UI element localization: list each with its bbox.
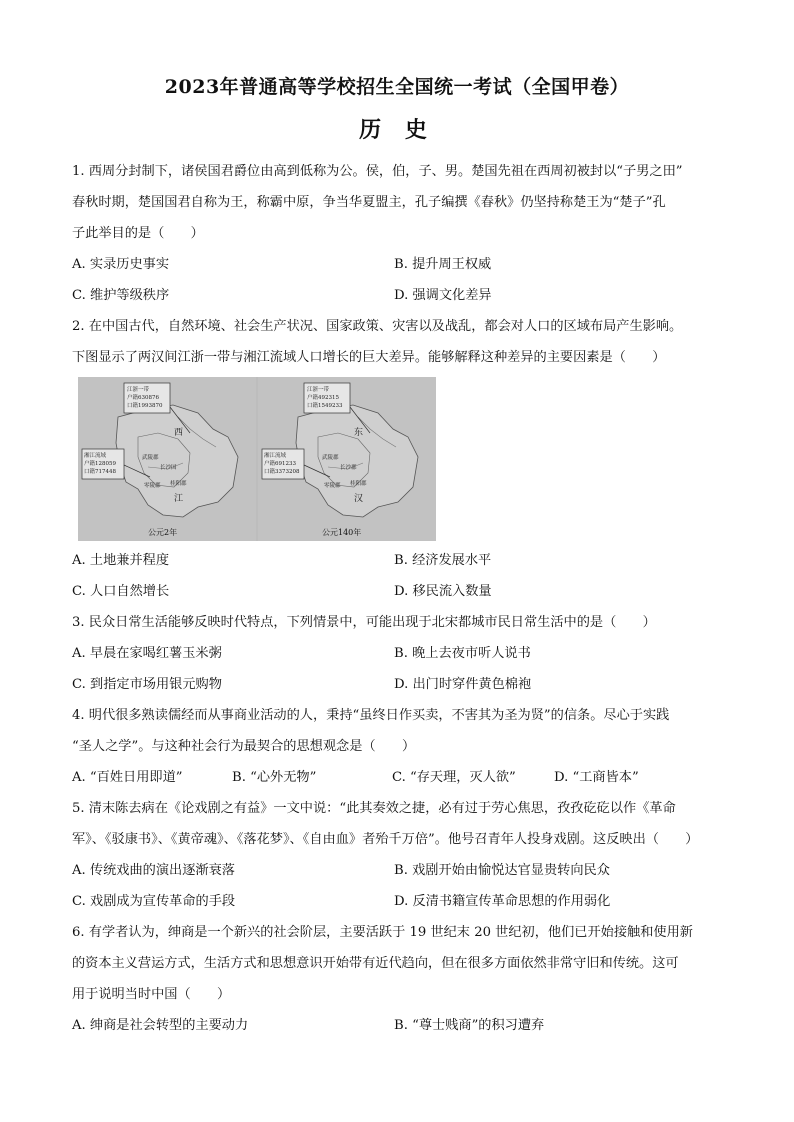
question-1 [72,156,722,311]
place-label: 零陵郡 [324,483,341,489]
option-c: C. 维护等级秩序 [72,288,170,303]
options [72,545,722,607]
box-top-line: 户籍492315 [307,395,339,401]
options [72,1010,722,1041]
box-left-line: 口籍717448 [84,469,116,475]
box-left-line: 户籍128059 [84,461,116,467]
map-caption: 公元140年 [322,528,362,537]
box-top-line: 江浙一带 [307,387,330,393]
options [72,762,722,793]
question-3 [72,607,722,700]
map-2ad [78,377,256,541]
question-line: 4. 明代很多熟读儒经而从事商业活动的人，秉持“虽终日作买卖，不害其为圣为贤”的信条。尽心于实践 [72,708,670,723]
option-d: D. 强调文化差异 [394,288,492,303]
box-top-line: 口籍1549233 [307,403,343,409]
option-b: B. 经济发展水平 [394,553,492,568]
box-left-line: 湘江流域 [264,453,287,459]
place-label: 武陵郡 [322,455,339,461]
question-6 [72,917,722,1041]
options [72,855,722,917]
option-a: A. 早晨在家喝红薯玉米粥 [72,646,222,661]
map-caption: 公元2年 [148,528,178,537]
option-b: B. “心外无物” [232,770,317,785]
option-d: D. 移民流入数量 [394,584,492,599]
option-a: A. 实录历史事实 [72,257,170,272]
question-line: 下图显示了两汉间江浙一带与湘江流域人口增长的巨大差异。能够解释这种差异的主要因素是（ ） [72,350,666,365]
option-a: A. 传统戏曲的演出逐渐衰落 [72,863,235,878]
options [72,638,722,700]
box-top-line: 江浙一带 [127,387,150,393]
option-c: C. 戏剧成为宣传革命的手段 [72,894,236,909]
question-4 [72,700,722,793]
place-label: 汉 [354,494,364,504]
question-line: 5. 清末陈去病在《论戏剧之有益》一文中说：“此其奏效之捷，必有过于劳心焦思，孜孜矻矻以作《革命 [72,801,676,816]
question-line: 6. 有学者认为，绅商是一个新兴的社会阶层，主要活跃于 19 世纪末 20 世纪初，他们已开始接触和使用新 [72,925,693,940]
options [72,249,722,311]
place-label: 零陵郡 [144,483,161,489]
box-left-line: 户籍691233 [264,461,296,467]
question-line: 春秋时期，楚国国君自称为王，称霸中原，争当华夏盟主，孔子编撰《春秋》仍坚持称楚王为“楚子”孔 [72,195,666,210]
question-line: 2. 在中国古代，自然环境、社会生产状况、国家政策、灾害以及战乱，都会对人口的区域布局产生影响。 [72,319,683,334]
box-top-line: 户籍630876 [127,395,159,401]
option-b: B. 晚上去夜市听人说书 [394,646,531,661]
option-b: B. “尊士贱商”的积习遭弃 [394,1018,545,1033]
exam-title: 2023年普通高等学校招生全国统一考试（全国甲卷） [164,76,630,98]
question-5 [72,793,722,917]
option-d: D. 反清书籍宣传革命思想的作用弱化 [394,894,611,909]
box-left-line: 湘江流域 [84,453,107,459]
option-b: B. 提升周王权威 [394,257,492,272]
place-label: 桂阳郡 [350,481,367,487]
question-line: 子此举目的是（ ） [72,226,204,241]
place-label: 长沙国 [160,465,177,471]
question-line: 用于说明当时中国（ ） [72,987,231,1002]
subject-title: 历 史 [359,117,435,143]
question-line: 军》、《驳康书》、《黄帝魂》、《落花梦》、《自由血》者殆千万倍”。他号召青年人投身戏剧。这反映出（ ） [72,832,699,847]
population-map-figure [78,377,436,541]
box-left-line: 口籍3373208 [264,469,300,475]
place-label: 江 [174,494,184,504]
place-label: 长沙郡 [340,465,357,471]
question-line: 的资本主义营运方式，生活方式和思想意识开始带有近代趋向，但在很多方面依然非常守旧和传统。这可 [72,956,679,971]
option-c: C. 到指定市场用银元购物 [72,677,222,692]
option-b: B. 戏剧开始由愉悦达官显贵转向民众 [394,863,610,878]
place-label: 西 [174,428,184,438]
option-d: D. 出门时穿件黄色棉袍 [394,677,532,692]
option-a: A. 绅商是社会转型的主要动力 [72,1018,249,1033]
option-c: C. “存天理，灭人欲” [392,770,516,785]
question-line: “圣人之学”。与这种社会行为最契合的思想观念是（ ） [72,739,416,754]
question-2 [72,311,722,607]
question-line: 3. 民众日常生活能够反映时代特点，下列情景中，可能出现于北宋都城市民日常生活中的是（ ） [72,615,656,630]
place-label: 东 [354,428,364,438]
place-label: 武陵郡 [142,455,159,461]
option-a: A. 土地兼并程度 [72,553,170,568]
option-a: A. “百姓日用即道” [72,770,183,785]
option-d: D. “工商皆本” [554,770,639,785]
question-line: 1. 西周分封制下，诸侯国君爵位由高到低称为公。侯，伯，子、男。楚国先祖在西周初被封以“子男之田” [72,164,683,179]
box-top-line: 口籍1993870 [127,403,163,409]
map-140ad [258,377,436,541]
place-label: 桂阳郡 [170,481,187,487]
option-c: C. 人口自然增长 [72,584,170,599]
